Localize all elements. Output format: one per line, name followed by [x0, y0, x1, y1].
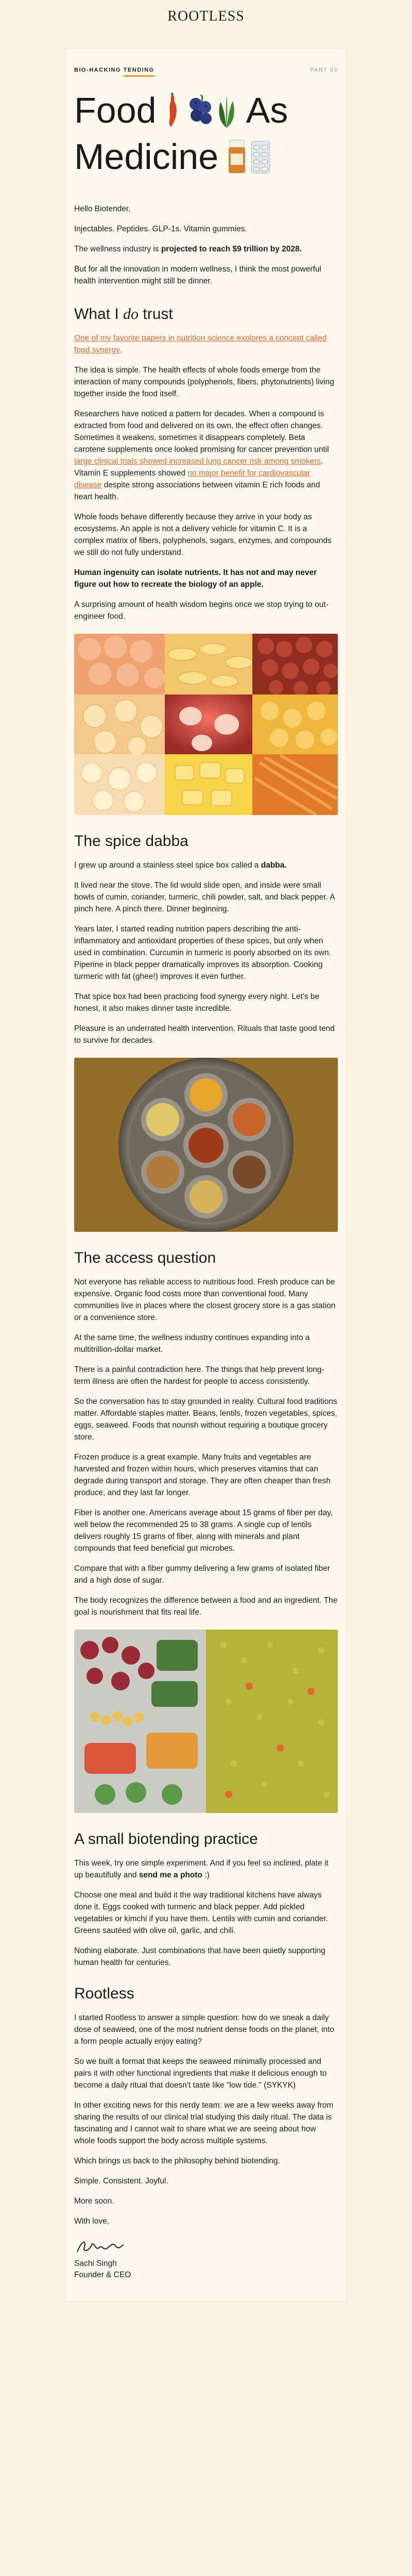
pill-bottle-icon	[226, 138, 248, 175]
intro-paragraph: Injectables. Peptides. GLP-1s. Vitamin gummies.	[74, 225, 247, 233]
series-prefix: BIO-HACKING	[74, 67, 124, 73]
practice-paragraph: Nothing elaborate. Just combinations that have been quietly supporting human health for centuries.	[74, 1946, 325, 1967]
rootless-paragraph: I started Rootless to answer a simple question: how do we sneak a daily dose of seaweed, one of the most nutrient dense foods on the planet, into a form people actually enjoy eating?	[74, 2013, 334, 2046]
access-paragraph: Compare that with a fiber gummy delivering a few grams of isolated fiber and a high dose of sugar.	[74, 1564, 331, 1585]
dabba-paragraph: Years later, I started reading nutrition papers describing the anti-inflammatory and antioxidant properties of these spices, but only when used in combination. Curcumin in turmeric is poorly absorbed on its own. Piperine in black pepper dramatically improves its absorption. Cooking turmeric with fat (ghee!) improves it even further.	[74, 925, 331, 981]
hero-title	[74, 89, 338, 184]
intro-bold: projected to reach $9 trillion by 2028.	[161, 245, 302, 253]
rootless-paragraph: So we built a format that keeps the seaweed minimally processed and pairs it with other functional ingredients that make it delicious enough to become a daily ritual that doesn't taste like "low tide." (SYKYK)	[74, 2057, 327, 2090]
newsletter-card	[66, 48, 346, 2301]
section-heading-practice: A small biotending practice	[74, 1831, 258, 1848]
paragraph-text: This week, try one simple experiment. And if you feel so inclined, plate it up beautifully and	[74, 1859, 329, 1879]
section-heading-rootless: Rootless	[74, 1985, 134, 2002]
hero-word-food: Food	[74, 90, 157, 130]
access-paragraph: The body recognizes the difference between a food and an ingredient. The goal is nourishment that fits real life.	[74, 1596, 338, 1617]
trust-paragraph: A surprising amount of health wisdom begins once we stop trying to out-engineer food.	[74, 600, 329, 621]
section-heading-access: The access question	[74, 1249, 216, 1266]
rootless-paragraph: More soon.	[74, 2197, 114, 2206]
greeting: Hello Biotender,	[74, 205, 131, 213]
heading-emphasis: do	[123, 306, 139, 323]
heading-part: What I	[74, 306, 124, 323]
heading-part: trust	[139, 306, 173, 323]
spice-dabba-image	[74, 1058, 338, 1232]
rootless-paragraph: Simple. Consistent. Joyful.	[74, 2177, 168, 2185]
whole-foods-collage-image	[74, 634, 338, 815]
dabba-paragraph	[74, 859, 338, 871]
trust-paragraph: Human ingenuity can isolate nutrients. It has not and may never figure out how to recreate the biology of an apple.	[74, 568, 317, 589]
access-paragraph: Frozen produce is a great example. Many fruits and vegetables are harvested and frozen within hours, which preserves vitamins that can degrade during transport and storage. They are often cheaper than fresh produce, and they last far longer.	[74, 1453, 331, 1497]
section-heading-trust	[74, 306, 338, 323]
chili-pepper-icon	[164, 92, 181, 129]
trust-paragraph	[74, 332, 338, 356]
intro-paragraph: But for all the innovation in modern wellness, I think the most powerful health intervention might still be dinner.	[74, 265, 321, 285]
paragraph-text: Researchers have noticed a pattern for decades. When a compound is extracted from food and delivered on its own, the effect often changes. Sometimes it weakens, sometimes it disappears completely. Beta carotene supplements once looked promising for cancer prevention until	[74, 410, 329, 454]
paragraph-bold: send me a photo	[139, 1871, 202, 1879]
hero-word-medicine: Medicine	[74, 137, 219, 177]
intro-text: The wellness industry is	[74, 245, 161, 253]
part-label: PART 03	[310, 67, 338, 73]
series-highlight: TENDING	[124, 67, 154, 77]
access-paragraph: Fiber is another one. Americans average about 15 grams of fiber per day, well below the recommended 25 to 38 grams. A single cup of lentils delivers roughly 15 grams of fiber, along with minerals and plant compounds that feed beneficial gut microbes.	[74, 1509, 333, 1553]
newsletter-header	[74, 48, 338, 73]
rootless-paragraph: Which brings us back to the philosophy behind biotending.	[74, 2157, 280, 2165]
access-paragraph: So the conversation has to stay grounded in reality. Cultural food traditions matter. Affordable staples matter. Beans, lentils, frozen vegetables, spices, eggs, seaweed. Foods that nourish without requiring a boutique grocery store.	[74, 1397, 337, 1442]
signature-image	[74, 2235, 338, 2258]
paragraph-text: . Vitamin E supplements showed	[74, 457, 323, 478]
rootless-paragraph: In other exciting news for this nerdy team: we are a few weeks away from sharing the results of our clinical trial studying this daily ritual. The data is fascinating and I cannot wait to share what we are seeing about how whole foods support the body across multiple systems.	[74, 2101, 334, 2145]
lung-cancer-trials-link[interactable]: large clinical trials showed increased lung cancer risk among smokers	[74, 457, 321, 466]
top-brand-logo[interactable]: ROOTLESS	[167, 8, 245, 24]
trust-paragraph	[74, 408, 338, 503]
section-heading-dabba: The spice dabba	[74, 833, 188, 850]
frozen-produce-lentils-image	[74, 1630, 338, 1813]
dabba-paragraph: That spice box had been practicing food synergy every night. Let's be honest, it also makes dinner taste incredible.	[74, 992, 319, 1013]
signature-name: Sachi Singh	[74, 2259, 117, 2268]
access-paragraph: There is a painful contradiction here. The things that help prevent long-term illness are often the hardest for people to access consistently.	[74, 1365, 324, 1386]
paragraph-text: :)	[202, 1871, 210, 1879]
access-paragraph: Not everyone has reliable access to nutritious food. Fresh produce can be expensive. Organic food costs more than conventional food. Many communities live in places where the closest grocery store is a gas station or a convenience store.	[74, 1278, 336, 1322]
trust-paragraph: The idea is simple. The health effects of whole foods emerge from the interaction of many compounds (polyphenols, fibers, phytonutrients) living together inside the food itself.	[74, 366, 334, 398]
rootless-paragraph: With love,	[74, 2217, 110, 2226]
dabba-paragraph: Pleasure is an underrated health intervention. Rituals that taste good tend to survive for decades.	[74, 1024, 335, 1045]
hero-word-as: As	[246, 90, 288, 130]
series-label	[74, 67, 154, 73]
pill-pack-icon	[250, 138, 271, 175]
access-paragraph: At the same time, the wellness industry continues expanding into a multitrillion-dollar market.	[74, 1333, 310, 1354]
dabba-paragraph: It lived near the stove. The lid would slide open, and inside were small bowls of cumin, coriander, turmeric, chili powder, salt, and black pepper. A pinch here. A pinch there. Dinner beginning.	[74, 881, 335, 913]
blueberries-icon	[185, 92, 214, 129]
paragraph-bold: dabba.	[261, 861, 287, 870]
trust-paragraph: Whole foods behave differently because they arrive in your body as ecosystems. An apple is not a delivery vehicle for vitamin C. It is a complex matrix of fibers, polyphenols, sugars, enzymes, and compounds we still do not fully understand.	[74, 513, 332, 557]
food-synergy-link[interactable]: One of my favorite papers in nutrition science explores a concept called food synergy.	[74, 334, 327, 354]
intro-section	[74, 203, 338, 287]
paragraph-text: despite strong associations between vitamin E rich foods and heart health.	[74, 481, 320, 501]
practice-paragraph	[74, 1857, 338, 1881]
practice-paragraph: Choose one meal and build it the way traditional kitchens have always done it. Eggs cooked with turmeric and black pepper. Add pickled vegetables or kimchi if you have them. Lentils with cumin and coriander. Greens sautéed with olive oil, garlic, and chili.	[74, 1891, 328, 1935]
paragraph-text: I grew up around a stainless steel spice box called a	[74, 861, 261, 870]
cardiovascular-link[interactable]: no major benefit for cardiovascular disease	[74, 469, 311, 489]
intro-paragraph	[74, 243, 338, 255]
signature-title: Founder & CEO	[74, 2270, 131, 2279]
leafy-greens-icon	[216, 92, 237, 129]
